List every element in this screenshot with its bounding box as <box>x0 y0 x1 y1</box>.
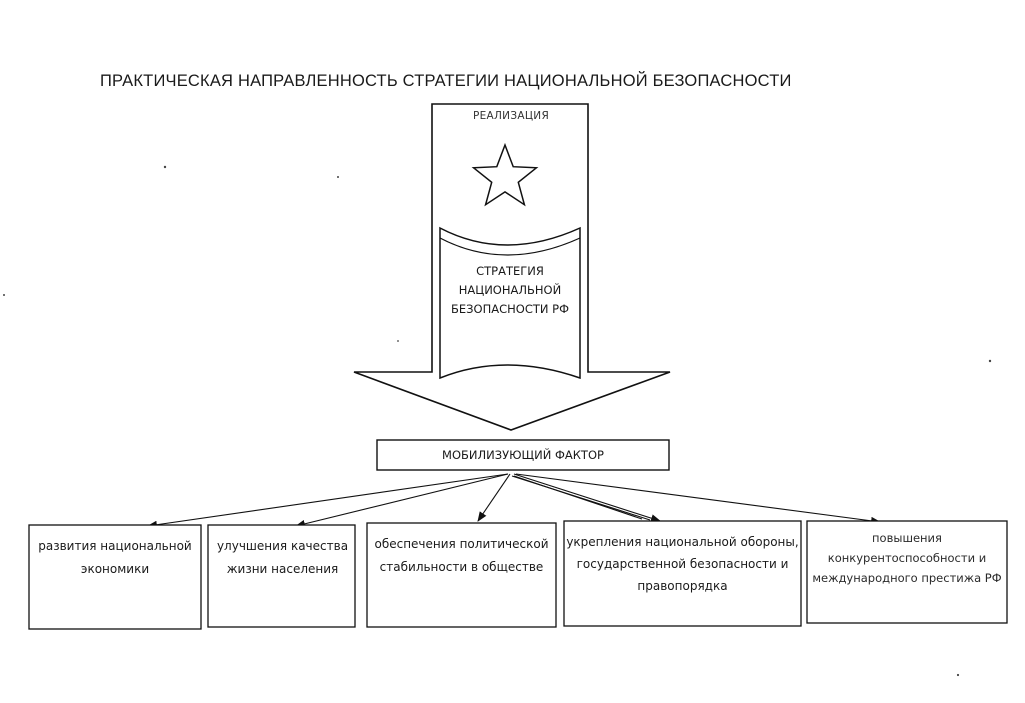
outcome-economy-label: развития национальной экономики <box>38 539 192 576</box>
mobilizing-factor-label: МОБИЛИЗУЮЩИЙ ФАКТОР <box>442 448 604 462</box>
realization-label: РЕАЛИЗАЦИЯ <box>472 110 550 122</box>
connector-arrows <box>148 474 880 526</box>
arrow-to-prestige <box>516 474 880 522</box>
arrow-to-defense <box>514 474 660 521</box>
outcome-prestige-label: повышения конкурентоспособности и международного престижа РФ <box>812 531 1002 585</box>
outcome-defense-label: укрепления национальной обороны, государственной безопасности и правопорядка <box>566 535 799 593</box>
diagram-title: ПРАКТИЧЕСКАЯ НАПРАВЛЕННОСТЬ СТРАТЕГИИ НАЦИОНАЛЬНОЙ БЕЗОПАСНОСТИ <box>100 72 792 90</box>
strategy-scroll-label: СТРАТЕГИЯ НАЦИОНАЛЬНОЙ БЕЗОПАСНОСТИ РФ <box>451 264 569 316</box>
outcome-quality-label: улучшения качества жизни населения <box>216 539 349 576</box>
outcome-stability-label: обеспечения политической стабильности в обществе <box>374 537 549 574</box>
arrow-to-stability <box>478 474 510 521</box>
